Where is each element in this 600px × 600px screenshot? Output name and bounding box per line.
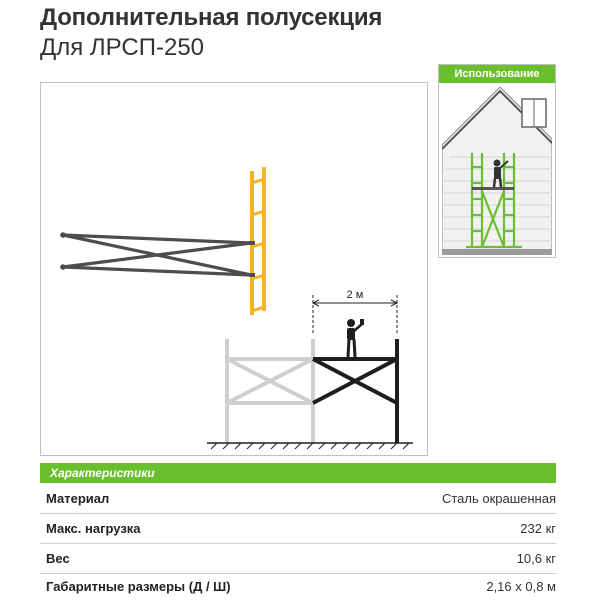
spec-value: 10,6 кг (516, 551, 556, 566)
spec-row-max-load (40, 514, 556, 544)
spec-name: Материал (46, 491, 110, 506)
brace-rod (63, 243, 251, 267)
page-subtitle: Для ЛРСП-250 (40, 34, 205, 61)
product-diagram (41, 83, 427, 455)
spec-name: Вес (46, 551, 70, 566)
spec-value: Сталь окрашенная (441, 491, 556, 506)
spec-name: Макс. нагрузка (46, 521, 141, 536)
spec-value: 2,16 х 0,8 м (486, 579, 556, 594)
ground-line (207, 443, 413, 449)
product-diagram-panel (40, 82, 428, 456)
spec-row-weight (40, 544, 556, 574)
brace-rods (63, 235, 251, 275)
dimension-label: 2 м (346, 289, 364, 301)
spec-value: 232 кг (520, 521, 556, 536)
platform-shape (472, 187, 514, 190)
page-title: Дополнительная полусекция (40, 4, 383, 31)
spec-row-dimensions (40, 572, 556, 600)
usage-title: Использование (439, 65, 555, 83)
usage-panel (438, 64, 556, 258)
specs-header: Характеристики (40, 463, 556, 483)
usage-illustration (442, 87, 552, 255)
spec-row-material (40, 484, 556, 514)
brace-rod-ends (60, 232, 66, 270)
spec-name: Габаритные размеры (Д / Ш) (46, 579, 231, 594)
worker-figure (347, 319, 364, 357)
existing-scaffold-section (227, 339, 313, 443)
